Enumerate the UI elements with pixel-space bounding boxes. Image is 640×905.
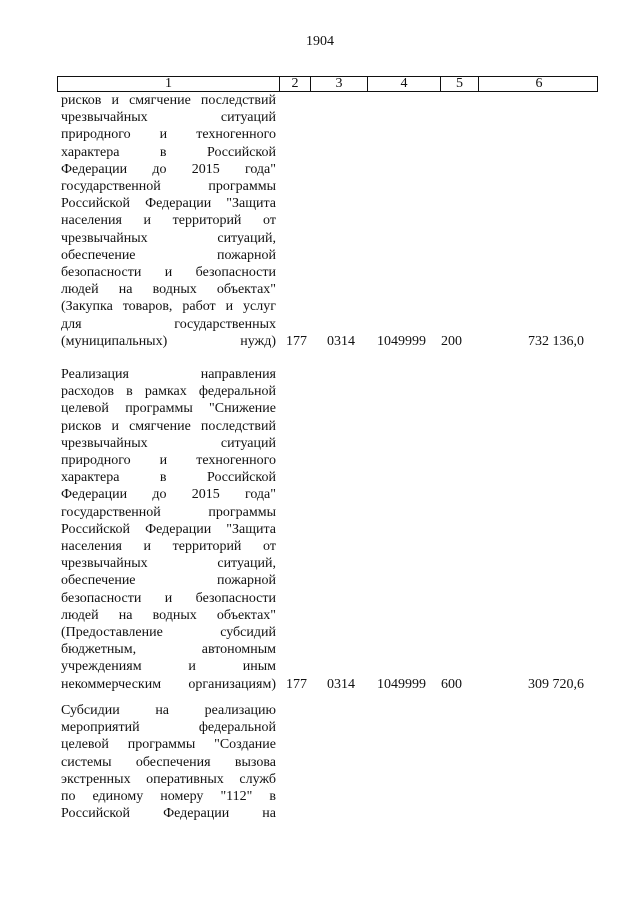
header-col-5: 5 bbox=[441, 77, 479, 91]
description-line: Российской Федерации на bbox=[61, 806, 276, 822]
description-line: чрезвычайных ситуаций, bbox=[61, 556, 276, 572]
description-line: рисков и смягчение последствий bbox=[61, 93, 276, 108]
expense-type-code: 200 bbox=[441, 333, 462, 349]
description-line: Субсидии на реализацию bbox=[61, 703, 276, 718]
row-description bbox=[61, 702, 276, 822]
description-line: людей на водных объектах" bbox=[61, 282, 276, 298]
target-article-code: 1049999 bbox=[377, 676, 426, 692]
description-line: людей на водных объектах" bbox=[61, 607, 276, 623]
description-line: населения и территорий от bbox=[61, 213, 276, 229]
description-line: чрезвычайных ситуаций bbox=[61, 435, 276, 451]
description-line: государственной программы bbox=[61, 504, 276, 520]
description-line: характера в Российской bbox=[61, 470, 276, 486]
description-line: экстренных оперативных служб bbox=[61, 771, 276, 787]
description-line: (Закупка товаров, работ и услуг bbox=[61, 299, 276, 315]
header-col-2: 2 bbox=[280, 77, 311, 91]
description-line: Российской Федерации "Защита bbox=[61, 521, 276, 537]
description-line: государственной программы bbox=[61, 179, 276, 195]
description-line: (муниципальных) нужд) bbox=[61, 333, 276, 349]
description-line: для государственных bbox=[61, 316, 276, 332]
description-line: чрезвычайных ситуаций, bbox=[61, 230, 276, 246]
expense-type-code: 600 bbox=[441, 676, 462, 692]
description-line: (Предоставление субсидий bbox=[61, 625, 276, 641]
description-line: населения и территорий от bbox=[61, 539, 276, 555]
section-code: 177 bbox=[286, 676, 307, 692]
description-line: чрезвычайных ситуаций bbox=[61, 110, 276, 126]
description-line: Федерации до 2015 года" bbox=[61, 487, 276, 503]
row-description bbox=[61, 366, 276, 693]
subsection-code: 0314 bbox=[327, 676, 355, 692]
description-line: характера в Российской bbox=[61, 144, 276, 160]
page-number: 1904 bbox=[306, 34, 334, 49]
description-line: обеспечение пожарной bbox=[61, 247, 276, 263]
amount-value: 732 136,0 bbox=[528, 333, 584, 349]
description-line: Федерации до 2015 года" bbox=[61, 161, 276, 177]
header-col-6: 6 bbox=[535, 76, 543, 91]
description-line: обеспечение пожарной bbox=[61, 573, 276, 589]
description-line: по единому номеру "112" в bbox=[61, 789, 276, 805]
header-col-3: 3 bbox=[311, 77, 368, 91]
description-line: некоммерческим организациям) bbox=[61, 676, 276, 692]
description-line: безопасности и безопасности bbox=[61, 590, 276, 606]
description-line: мероприятий федеральной bbox=[61, 720, 276, 736]
description-line: Реализация направления bbox=[61, 367, 276, 382]
description-line: природного и техногенного bbox=[61, 127, 276, 143]
header-col-1: 1 bbox=[58, 77, 280, 91]
section-code: 177 bbox=[286, 333, 307, 349]
description-line: Российской Федерации "Защита bbox=[61, 196, 276, 212]
description-line: расходов в рамках федеральной bbox=[61, 384, 276, 400]
description-line: целевой программы "Создание bbox=[61, 737, 276, 753]
description-line: бюджетным, автономным bbox=[61, 642, 276, 658]
target-article-code: 1049999 bbox=[377, 333, 426, 349]
description-line: целевой программы "Снижение bbox=[61, 401, 276, 417]
header-col-4: 4 bbox=[368, 77, 441, 91]
subsection-code: 0314 bbox=[327, 333, 355, 349]
description-line: безопасности и безопасности bbox=[61, 265, 276, 281]
description-line: учреждениям и иным bbox=[61, 659, 276, 675]
description-line: рисков и смягчение последствий bbox=[61, 418, 276, 434]
row-description bbox=[61, 92, 276, 350]
description-line: природного и техногенного bbox=[61, 453, 276, 469]
description-line: системы обеспечения вызова bbox=[61, 754, 276, 770]
table-header-row bbox=[57, 76, 598, 92]
amount-value: 309 720,6 bbox=[528, 676, 584, 692]
